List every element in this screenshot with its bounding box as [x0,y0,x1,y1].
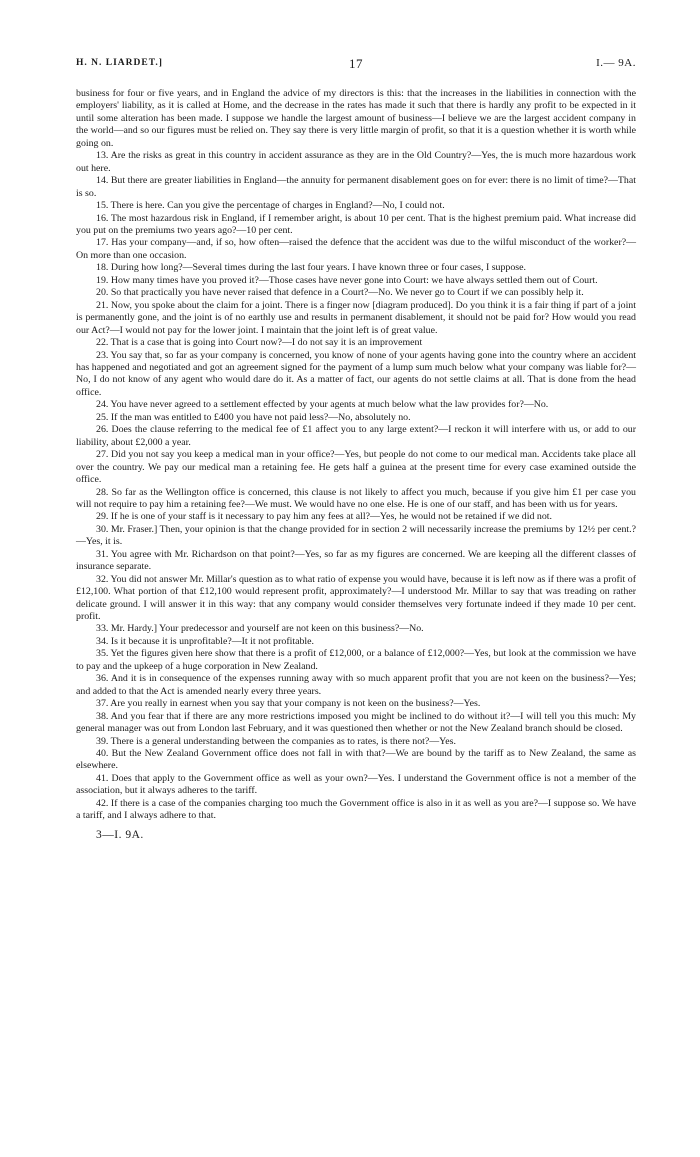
question-answer-paragraph: 24. You have never agreed to a settlement effected by your agents at much below what the law provides for?—No. [96,399,549,411]
question-answer-paragraph: 14. But there are greater liabilities in England—the annuity for permanent disablement goes on for ever: there is no limit of time?—That is so. [76,175,636,199]
sheet-signature: 3—I. 9A. [96,828,144,841]
question-answer-paragraph: 30. Mr. Fraser.] Then, your opinion is that the change provided for in section 2 will necessarily increase the premiums by 12½ per cent.?—Yes, it is. [76,523,636,548]
question-answer-paragraph: 35. Yet the figures given here show that there is a profit of £12,000, or a balance of £12,000?—Yes, but look at the commission we have to pay and the upkeep of a huge corporation in New Zealand. [76,648,636,672]
question-answer-paragraph: 13. Are the risks as great in this country in accident assurance as they are in the Old Country?—Yes, the is much more hazardous work out here. [76,150,636,174]
question-answer-paragraph: 20. So that practically you have never raised that defence in a Court?—No. We never go to Court if we can possibly help it. [96,287,584,299]
question-answer-paragraph: 15. There is here. Can you give the percentage of charges in England?—No, I could not. [96,200,445,212]
page-number: 17 [349,56,363,71]
question-answer-paragraph: 22. That is a case that is going into Court now?—I do not say it is an improvement [96,337,423,349]
question-answer-paragraph: 33. Mr. Hardy.] Your predecessor and yourself are not keen on this business?—No. [96,623,424,635]
question-answer-paragraph: 17. Has your company—and, if so, how often—raised the defence that the accident was due to the wilful misconduct of the worker?—On more than one occasion. [76,237,636,261]
question-answer-paragraph: 37. Are you really in earnest when you say that your company is not keen on the business?—Yes. [96,698,481,710]
question-answer-paragraph: 42. If there is a case of the companies charging too much the Government office is also in it as well as you are?—I suppose so. We have a tariff, and I always adhere to that. [76,797,636,822]
question-answer-paragraph: 32. You did not answer Mr. Millar's question as to what ratio of expense you would have, because it is left now as if there was a profit of £12,100. What portion of that £12,100 would represent profit, approximately?—I understood Mr. Millar to say that was treading on rather delicate ground. I will answer it in this way: that any company would consider themselves very fortunate indeed if they made 10 per cent. profit. [76,573,636,623]
question-answer-paragraph: 29. If he is one of your staff is it necessary to pay him any fees at all?—Yes, he would not be retained if we did not. [96,511,552,523]
question-answer-paragraph: 41. Does that apply to the Government office as well as your own?—Yes. I understand the Government office is not a member of the association, but it always adheres to the tariff. [76,772,636,797]
question-answer-paragraph: 27. Did you not say you keep a medical man in your office?—Yes, but people do not come to our medical man. Accidents take place all over the country. We pay our medical man a retaining fee. He gets half a guinea at the present time for every case examined outside the office. [76,449,636,486]
continued-paragraph: business for four or five years, and in England the advice of my directors is this: that the increases in the liabilities in connection with the employers' liability, as it is called at Home, and the decrease in the rates has made it such that there is hardly any profit to be expected in it until some alteration has been made. I suppose we handle the largest amount of business—I believe we are the largest accident company in the world—and so our figures must be relied on. They say there is very little margin of profit, so that it is a question whether it is worth while going on. [76,88,636,149]
question-answer-paragraph: 19. How many times have you proved it?—Those cases have never gone into Court: we have always settled them out of Court. [96,274,598,286]
question-answer-paragraph: 39. There is a general understanding between the companies as to rates, is there not?—Yes. [96,735,456,747]
evidence-body [76,88,636,823]
question-answer-paragraph: 38. And you fear that if there are any more restrictions imposed you might be inclined to do without it?—I will tell you this much: My general manager was out from London last February, and it was questioned then whether or not the New Zealand branch should be closed. [76,710,636,735]
header-witness-name: H. N. LIARDET.] [76,58,163,68]
question-answer-paragraph: 23. You say that, so far as your company is concerned, you know of none of your agents having gone into the country where an accident has happened and negotiated and got an agreement signed for the payment of a lump sum much below what your company was liable for?—No, I do not know of any agent who would dare do it. As a matter of fact, our agents do not settle claims at all. That is done from the head office. [76,349,636,398]
question-answer-paragraph: 34. Is it because it is unprofitable?—It it not profitable. [96,635,315,647]
question-answer-paragraph: 26. Does the clause referring to the medical fee of £1 affect you to any large extent?—I reckon it will interfere with us, or add to our liability, about £2,000 a year. [76,424,636,448]
question-answer-paragraph: 18. During how long?—Several times during the last four years. I have known three or four cases, I suppose. [96,262,527,274]
question-answer-paragraph: 28. So far as the Wellington office is concerned, this clause is not likely to affect you much, because if you give him £1 per case you will not require to pay him a retaining fee?—We must. We would have no one else. He is one of our staff, and has been with us for years. [76,486,636,510]
header-paper-reference: I.— 9A. [596,57,636,69]
document-page [76,58,636,841]
question-answer-paragraph: 31. You agree with Mr. Richardson on that point?—Yes, so far as my figures are concerned. We are keeping all the different classes of insurance separate. [76,548,636,573]
question-answer-paragraph: 40. But the New Zealand Government office does not fall in with that?—We are bound by the tariff as to New Zealand, the same as elsewhere. [76,748,636,772]
question-answer-paragraph: 36. And it is in consequence of the expenses running away with so much apparent profit that you are not keen on the business?—Yes; and added to that the Act is amended nearly every three years. [76,673,636,697]
question-answer-paragraph: 16. The most hazardous risk in England, if I remember aright, is about 10 per cent. That is the highest premium paid. What increase did you put on the premiums two years ago?—10 per cent. [76,212,636,236]
page-header [76,58,636,80]
question-answer-paragraph: 25. If the man was entitled to £400 you have not paid less?—No, absolutely no. [96,411,411,423]
question-answer-paragraph: 21. Now, you spoke about the claim for a joint. There is a finger now [diagram produced]. Do you think it is a fair thing if part of a joint is permanently gone, and the joint is of no earthly use and results in permanent disablement, it should not be paid for? How would you read our Act?—I would not pay for the lower joint. I maintain that the joint left is of great value. [76,299,636,336]
